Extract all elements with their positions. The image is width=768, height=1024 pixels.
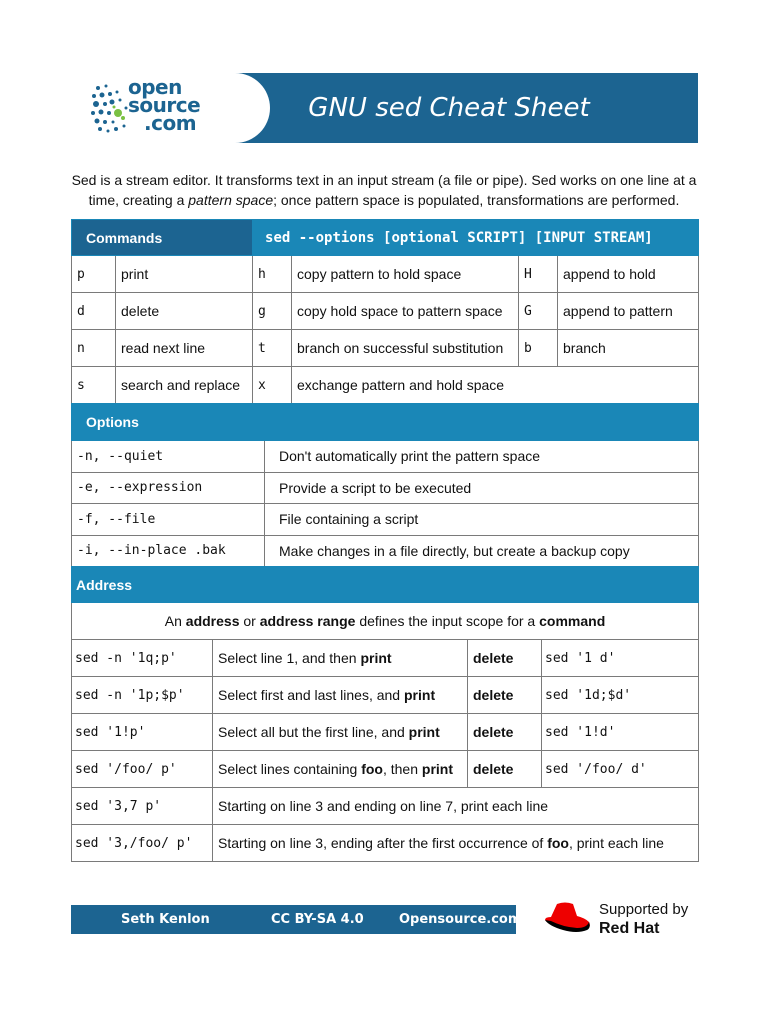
address-command: sed '1!p' xyxy=(72,714,213,751)
address-command: sed -n '1p;$p' xyxy=(72,677,213,714)
address-alt-command: sed '/foo/ d' xyxy=(542,751,699,788)
address-alt-command: sed '1 d' xyxy=(542,640,699,677)
command-desc: delete xyxy=(116,293,253,330)
option-flag: -e, --expression xyxy=(72,472,265,504)
table-row xyxy=(72,714,699,751)
table-row xyxy=(72,504,699,536)
address-table xyxy=(71,566,699,862)
sed-syntax: sed --options [optional SCRIPT] [INPUT STREAM] xyxy=(253,220,699,256)
table-row xyxy=(72,788,699,825)
command-desc: exchange pattern and hold space xyxy=(292,367,699,404)
command-key: t xyxy=(253,330,292,367)
address-desc: Select lines containing foo, then print xyxy=(213,751,468,788)
address-command: sed -n '1q;p' xyxy=(72,640,213,677)
command-desc: copy pattern to hold space xyxy=(292,256,519,293)
supported-by xyxy=(599,900,688,938)
command-key: h xyxy=(253,256,292,293)
option-flag: -f, --file xyxy=(72,504,265,536)
command-key: s xyxy=(72,367,116,404)
address-desc: Starting on line 3 and ending on line 7, print each line xyxy=(213,788,699,825)
command-key: n xyxy=(72,330,116,367)
brand-line-source: source xyxy=(128,93,201,117)
address-command: sed '3,7 p' xyxy=(72,788,213,825)
table-row xyxy=(72,751,699,788)
command-key: p xyxy=(72,256,116,293)
address-action: delete xyxy=(468,714,542,751)
table-row xyxy=(72,472,699,504)
brand-line-open: open xyxy=(128,75,182,99)
footer-site-link[interactable]: Opensource.com xyxy=(399,912,522,927)
address-alt-command: sed '1!d' xyxy=(542,714,699,751)
address-command: sed '/foo/ p' xyxy=(72,751,213,788)
address-heading: Address xyxy=(72,567,699,603)
table-row xyxy=(72,535,699,567)
command-desc: print xyxy=(116,256,253,293)
pattern-space-term: pattern space xyxy=(188,192,274,208)
address-action: delete xyxy=(468,640,542,677)
command-key: G xyxy=(519,293,558,330)
commands-table xyxy=(71,219,699,404)
brand-line-com: .com xyxy=(144,111,197,135)
address-desc: Select all but the first line, and print xyxy=(213,714,468,751)
table-row xyxy=(72,640,699,677)
supported-by-label: Supported by xyxy=(599,901,689,918)
option-flag: -n, --quiet xyxy=(72,441,265,473)
table-row xyxy=(72,256,699,293)
option-desc: File containing a script xyxy=(265,504,699,536)
command-desc: append to hold xyxy=(558,256,699,293)
table-row xyxy=(72,825,699,862)
red-hat-wordmark: Red Hat xyxy=(599,920,660,937)
command-key: x xyxy=(253,367,292,404)
command-desc: copy hold space to pattern space xyxy=(292,293,519,330)
command-desc: read next line xyxy=(116,330,253,367)
table-row xyxy=(72,293,699,330)
intro-paragraph: Sed is a stream editor. It transforms text in an input stream (a file or pipe). Sed works on one line at a time, creating a pattern space; once pattern space is populated, transformations are performed. xyxy=(71,172,697,208)
command-key: b xyxy=(519,330,558,367)
address-desc: Select first and last lines, and print xyxy=(213,677,468,714)
command-key: d xyxy=(72,293,116,330)
table-row xyxy=(72,441,699,473)
footer-author: Seth Kenlon xyxy=(121,912,210,927)
option-desc: Don't automatically print the pattern space xyxy=(265,441,699,473)
command-desc: search and replace xyxy=(116,367,253,404)
command-desc: branch on successful substitution xyxy=(292,330,519,367)
address-action: delete xyxy=(468,677,542,714)
address-desc: Select line 1, and then print xyxy=(213,640,468,677)
page-title: GNU sed Cheat Sheet xyxy=(308,93,590,123)
red-hat-logo-icon xyxy=(543,900,593,936)
command-key: g xyxy=(253,293,292,330)
address-desc: Starting on line 3, ending after the first occurrence of foo, print each line xyxy=(213,825,699,862)
address-action: delete xyxy=(468,751,542,788)
address-command: sed '3,/foo/ p' xyxy=(72,825,213,862)
option-desc: Provide a script to be executed xyxy=(265,472,699,504)
table-row xyxy=(72,367,699,404)
footer-bar xyxy=(71,905,522,934)
brand-wordmark xyxy=(128,75,201,135)
address-intro: An address or address range defines the input scope for a command xyxy=(72,603,699,640)
options-table xyxy=(71,403,699,567)
options-heading: Options xyxy=(72,404,699,441)
command-desc: branch xyxy=(558,330,699,367)
address-alt-command: sed '1d;$d' xyxy=(542,677,699,714)
commands-heading: Commands xyxy=(72,220,253,256)
option-flag: -i, --in-place .bak xyxy=(72,535,265,567)
footer-license: CC BY-SA 4.0 xyxy=(271,912,364,927)
command-key: H xyxy=(519,256,558,293)
option-desc: Make changes in a file directly, but create a backup copy xyxy=(265,535,699,567)
table-row xyxy=(72,677,699,714)
table-row xyxy=(72,330,699,367)
command-desc: append to pattern xyxy=(558,293,699,330)
